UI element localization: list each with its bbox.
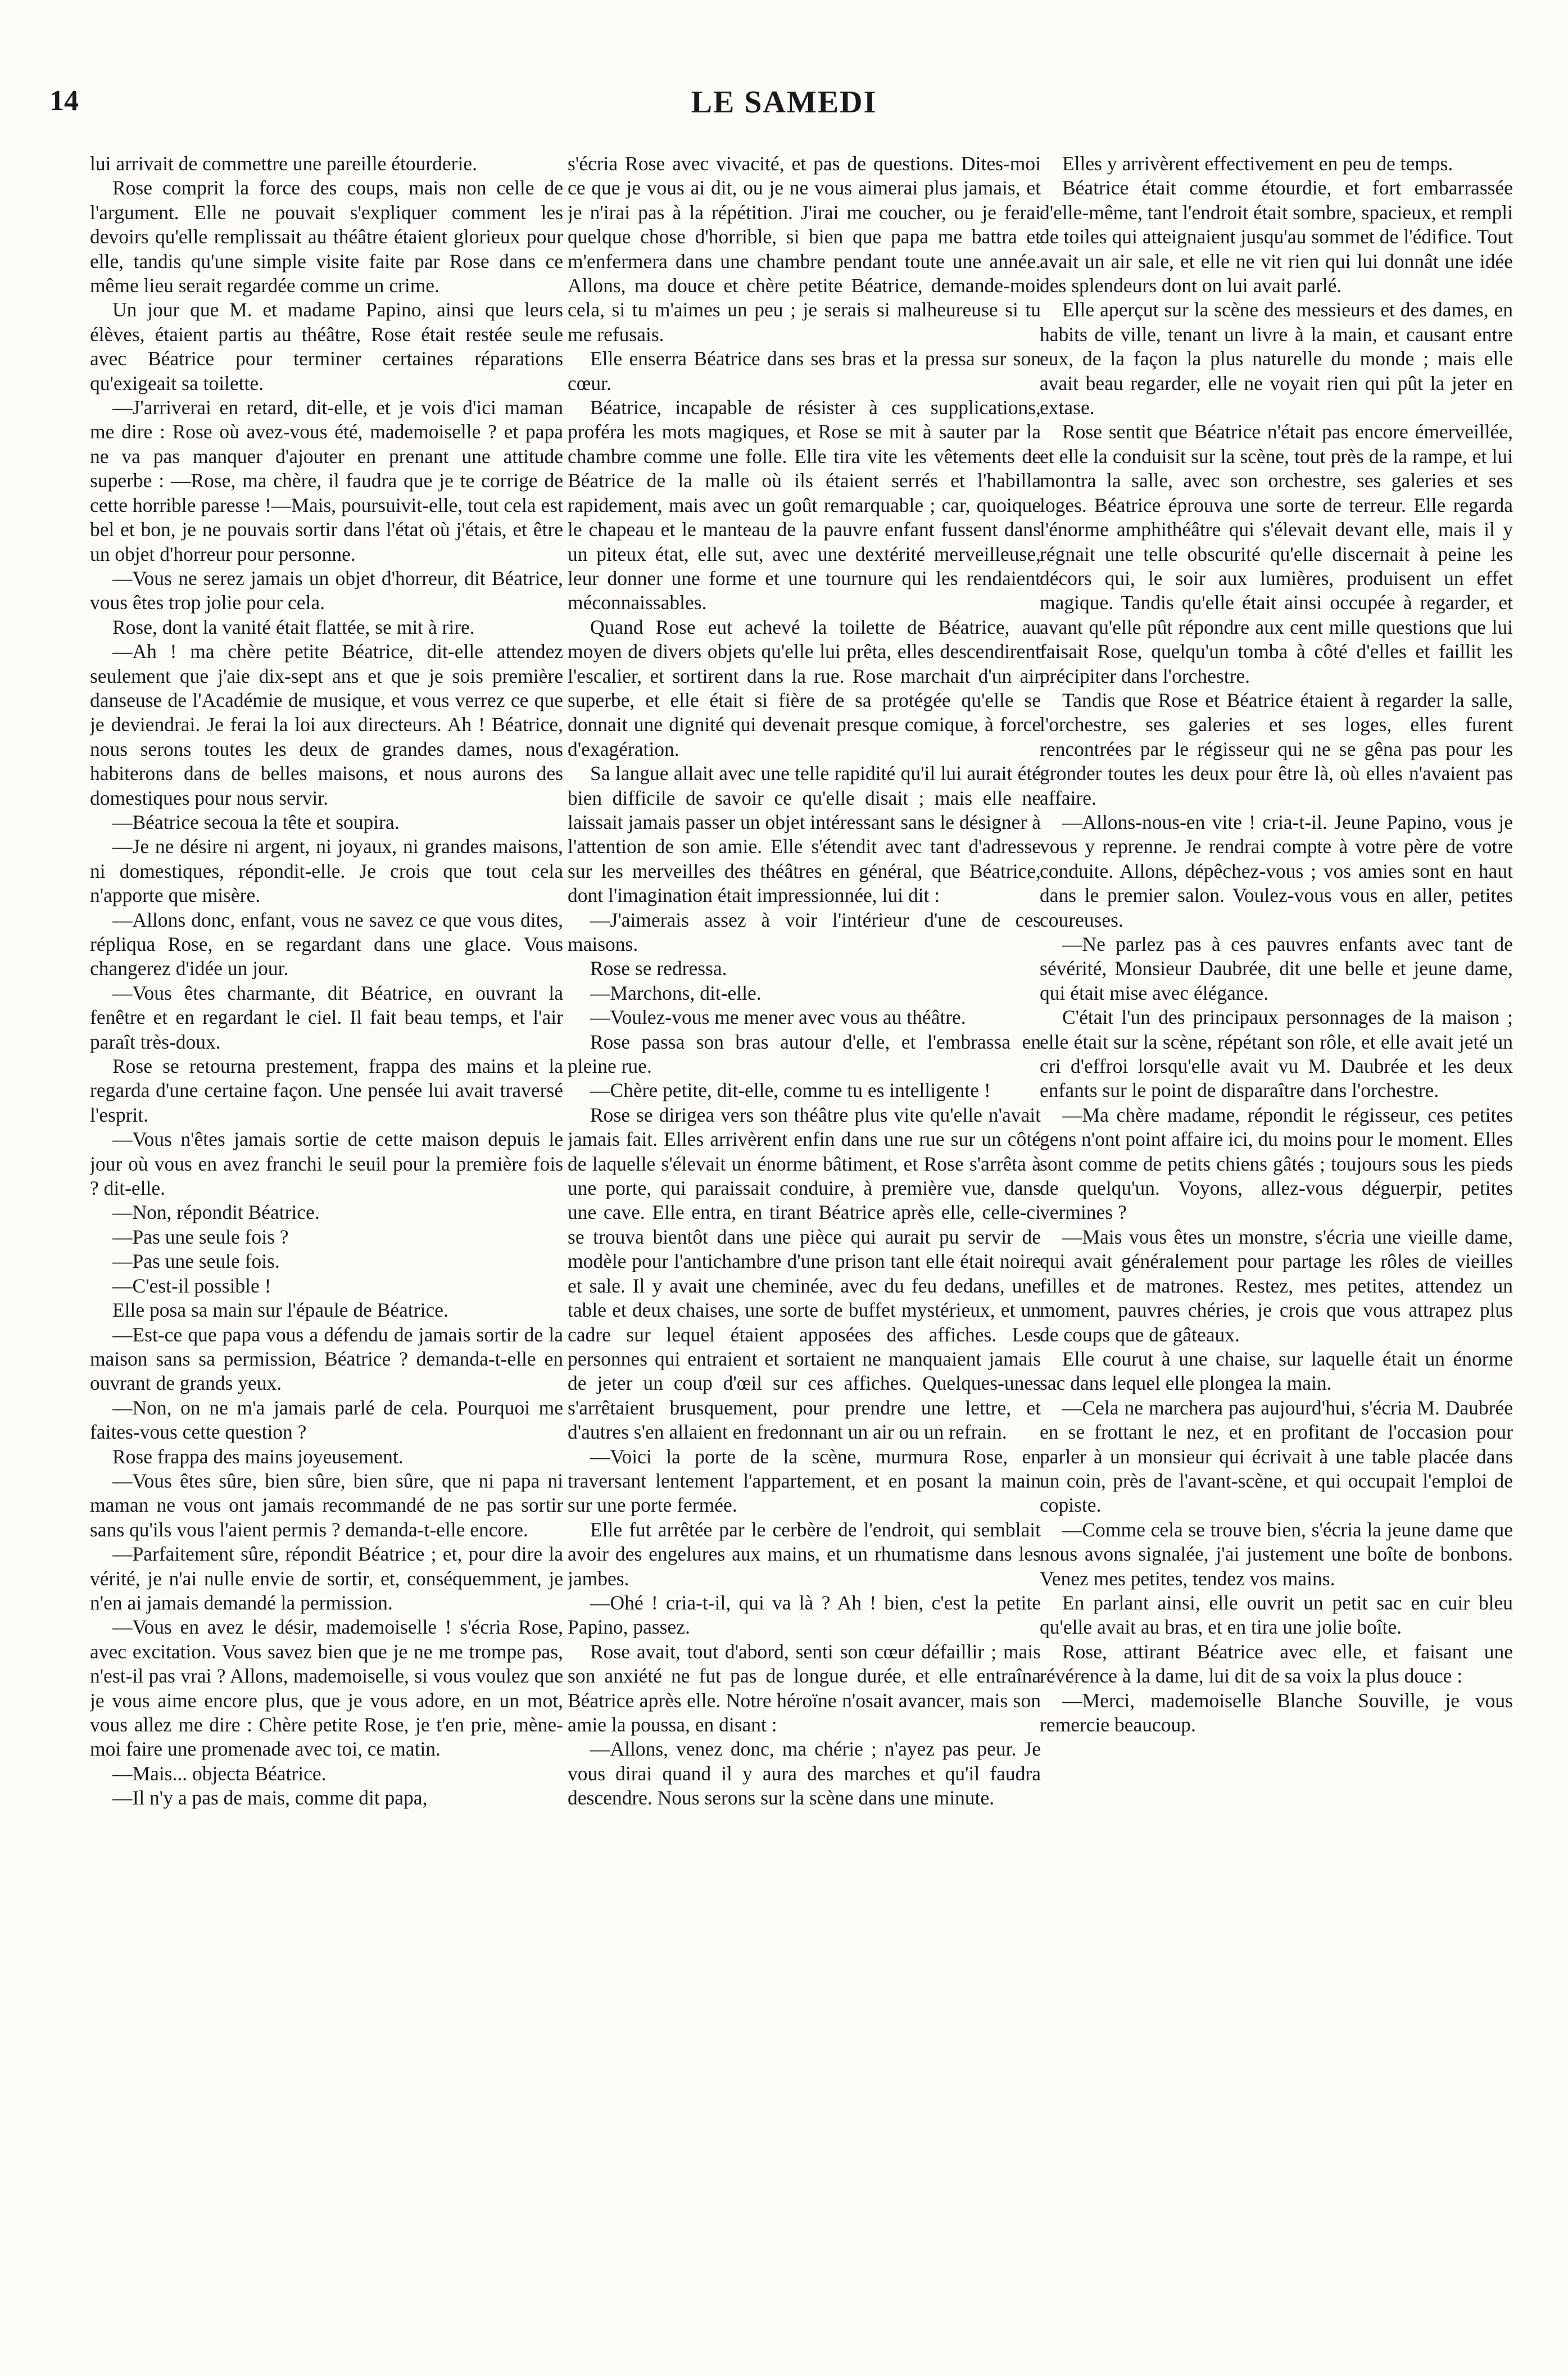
paragraph: —Mais... objecta Béatrice. [112,1762,327,1785]
paragraph: Rose comprit la force des coups, mais non celle de l'argument. Elle ne pouvait s'expliquer comment les devoirs qu'elle remplissait au théâtre étaient glorieux pour elle, tandis qu'une simple visite faite par Rose dans ce même lieu serait regardée comme un crime. [90,176,563,297]
page-header [0,84,1568,129]
paragraph: Elle aperçut sur la scène des messieurs et des dames, en habits de ville, tenant un livre à la main, et causant entre eux, de la façon la plus naturelle du monde ; mais elle avait beau regarder, elle ne voyait rien qui pût la jeter en extase. [1040,298,1513,419]
paragraph: —Voulez-vous me mener avec vous au théâtre. [590,1006,966,1029]
paragraph: —Parfaitement sûre, répondit Béatrice ; et, pour dire la vérité, je n'ai nulle envie de sortir, et, conséquemment, je n'en ai jamais demandé la permission. [90,1543,563,1614]
paragraph: Rose frappa des mains joyeusement. [112,1445,404,1468]
paragraph: —Non, on ne m'a jamais parlé de cela. Pourquoi me faites-vous cette question ? [90,1396,563,1444]
paragraph: —Marchons, dit-elle. [590,981,762,1004]
paragraph: Rose avait, tout d'abord, senti son cœur défaillir ; mais son anxiété ne fut pas de longue durée, et elle entraîna Béatrice après elle. Notre héroïne n'osait avancer, mais son amie la poussa, en disant : [568,1640,1041,1736]
running-title: LE SAMEDI [691,85,877,120]
paragraph: C'était l'un des principaux personnages de la maison ; elle était sur la scène, répétant son rôle, et elle avait jeté un cri d'effroi lorsqu'elle avait vu M. Daubrée et les deux enfants sur le point de disparaître dans l'orchestre. [1040,1006,1513,1102]
paragraph: Rose se redressa. [590,957,727,980]
paragraph: —J'arriverai en retard, dit-elle, et je vois d'ici maman me dire : Rose où avez-vous été, mademoiselle ? et papa ne va pas manquer d'ajouter en prenant une attitude superbe : —Rose, ma chère, il faudra que je te corrige de cette horrible paresse !—Mais, poursuivit-elle, tout cela est bel et bon, je ne pouvais sortir dans l'état où j'étais, et être un objet d'horreur pour personne. [90,396,563,565]
text-column-3 [1040,152,1513,2332]
paragraph: Rose passa son bras autour d'elle, et l'embrassa en pleine rue. [568,1030,1041,1078]
paragraph: Rose, attirant Béatrice avec elle, et faisant une révérence à la dame, lui dit de sa voix la plus douce : [1040,1640,1513,1688]
paragraph: Elle enserra Béatrice dans ses bras et la pressa sur son cœur. [568,347,1041,395]
paragraph: —Voici la porte de la scène, murmura Rose, en traversant lentement l'appartement, et en posant la main sur une porte fermée. [568,1445,1041,1517]
paragraph: Tandis que Rose et Béatrice étaient à regarder la salle, l'orchestre, ses galeries et ses loges, elles furent rencontrées par le régisseur qui ne se gêna pas pour les gronder toutes les deux pour être là, où elles n'avaient pas affaire. [1040,688,1513,809]
paragraph: —Non, répondit Béatrice. [112,1201,320,1224]
paragraph: —Allons donc, enfant, vous ne savez ce que vous dites, répliqua Rose, en se regardant dans une glace. Vous changerez d'idée un jour. [90,908,563,980]
paragraph: Sa langue allait avec une telle rapidité qu'il lui aurait été bien difficile de savoir ce qu'elle disait ; mais elle ne laissait jamais passer un objet intéressant sans le désigner à l'attention de son amie. Elle s'étendit avec tant d'adresse sur les merveilles des théâtres en général, que Béatrice, dont l'imagination était impressionnée, lui dit : [568,762,1041,907]
paragraph: —Chère petite, dit-elle, comme tu es intelligente ! [590,1079,991,1102]
paragraph: —Ohé ! cria-t-il, qui va là ? Ah ! bien, c'est la petite Papino, passez. [568,1591,1041,1639]
paragraph: En parlant ainsi, elle ouvrit un petit sac en cuir bleu qu'elle avait au bras, et en tira une jolie boîte. [1040,1591,1513,1639]
paragraph: —Vous n'êtes jamais sortie de cette maison depuis le jour où vous en avez franchi le seuil pour la première fois ? dit-elle. [90,1128,563,1200]
paragraph: —Il n'y a pas de mais, comme dit papa, [112,1786,428,1810]
paragraph: Béatrice, incapable de résister à ces supplications, proféra les mots magiques, et Rose se mit à sauter par la chambre comme une folle. Elle tira vite les vêtements de Béatrice de la malle où ils étaient serrés et l'habilla rapidement, mais avec un goût remarquable ; car, quoique le chapeau et le manteau de la pauvre enfant fussent dans un piteux état, elle sut, avec une dextérité merveilleuse, leur donner une forme et une tournure qui les rendaient méconnaissables. [568,396,1041,614]
paragraph: Quand Rose eut achevé la toilette de Béatrice, au moyen de divers objets qu'elle lui prêta, elles descendirent l'escalier, et sortirent dans la rue. Rose marchait d'un air superbe, et elle était si fière de sa protégée qu'elle se donnait une dignité qui devenait presque comique, à force d'exagération. [568,615,1041,760]
paragraph: —Vous êtes charmante, dit Béatrice, en ouvrant la fenêtre et en regardant le ciel. Il fait beau temps, et l'air paraît très-doux. [90,981,563,1053]
page-number: 14 [49,85,79,117]
paragraph: Rose, dont la vanité était flattée, se mit à rire. [112,615,475,638]
paragraph: Rose sentit que Béatrice n'était pas encore émerveillée, et elle la conduisit sur la scène, tout près de la rampe, et lui montra la salle, avec son orchestre, ses galeries et ses loges. Béatrice éprouva une sorte de terreur. Elle regarda l'énorme amphithéâtre qui s'élevait devant elle, mais il y régnait une telle obscurité qu'elle discernait à peine les décors qui, le soir aux lumières, produisent un effet magique. Tandis qu'elle était ainsi occupée à regarder, et avant qu'elle pût répondre aux cent mille questions que lui faisait Rose, quelqu'un tomba à côté d'elles et faillit les précipiter dans l'orchestre. [1040,420,1513,687]
paragraph: —Je ne désire ni argent, ni joyaux, ni grandes maisons, ni domestiques, répondit-elle. Je crois que tout cela n'apporte que misère. [90,835,563,907]
paragraph: —Allons-nous-en vite ! cria-t-il. Jeune Papino, vous je vous y reprenne. Je rendrai compte à votre père de votre conduite. Allons, dépêchez-vous ; vos amies sont en haut dans le premier salon. Voulez-vous vous en aller, petites coureuses. [1040,810,1513,931]
paragraph: Béatrice était comme étourdie, et fort embarrassée d'elle-même, tant l'endroit était sombre, spacieux, et rempli de toiles qui atteignaient jusqu'au sommet de l'édifice. Tout avait un air sale, et elle ne vit rien qui lui donnât une idée des splendeurs dont on lui avait parlé. [1040,176,1513,297]
paragraph: —Ah ! ma chère petite Béatrice, dit-elle attendez seulement que j'aie dix-sept ans et que je sois première danseuse de l'Académie de musique, et vous verrez ce que je deviendrai. Je ferai la loi aux directeurs. Ah ! Béatrice, nous serons toutes les deux de grandes dames, nous habiterons dans de belles maisons, et nous aurons des domestiques pour nous servir. [90,640,563,809]
paragraph: Rose se retourna prestement, frappa des mains et la regarda d'une certaine façon. Une pensée lui avait traversé l'esprit. [90,1055,563,1126]
paragraph: —Cela ne marchera pas aujourd'hui, s'écria M. Daubrée en se frottant le nez, et en profitant de l'occasion pour parler à un monsieur qui écrivait à une table placée dans un coin, près de l'avant-scène, et qui occupait l'emploi de copiste. [1040,1396,1513,1517]
paragraph: Elle fut arrêtée par le cerbère de l'endroit, qui semblait avoir des engelures aux mains, et un rhumatisme dans les jambes. [568,1518,1041,1590]
text-column-1 [90,152,563,2332]
paragraph: —Ne parlez pas à ces pauvres enfants avec tant de sévérité, Monsieur Daubrée, dit une belle et jeune dame, qui était mise avec élégance. [1040,933,1513,1004]
paragraph: —Vous êtes sûre, bien sûre, bien sûre, que ni papa ni maman ne vous ont jamais recommandé de ne pas sortir sans qu'ils vous l'aient permis ? demanda-t-elle encore. [90,1469,563,1541]
paragraph: —Ma chère madame, répondit le régisseur, ces petites gens n'ont point affaire ici, du moins pour le moment. Elles sont comme de petits chiens gâtés ; toujours sous les pieds de quelqu'un. Voyons, allez-vous déguerpir, petites vermines ? [1040,1103,1513,1224]
paragraph: Elles y arrivèrent effectivement en peu de temps. [1062,152,1453,175]
paragraph: —Pas une seule fois ? [112,1225,289,1248]
paragraph: Elle courut à une chaise, sur laquelle était un énorme sac dans lequel elle plongea la main. [1040,1347,1513,1395]
text-column-2 [568,152,1041,2332]
paragraph: —Pas une seule fois. [112,1250,280,1273]
paragraph: lui arrivait de commettre une pareille étourderie. [90,152,477,175]
paragraph: —C'est-il possible ! [112,1274,271,1297]
paragraph: —Béatrice secoua la tête et soupira. [112,810,400,833]
paragraph: —Merci, mademoiselle Blanche Souville, je vous remercie beaucoup. [1040,1689,1513,1736]
paragraph: —Vous en avez le désir, mademoiselle ! s'écria Rose, avec excitation. Vous savez bien que je ne me trompe pas, n'est-il pas vrai ? Allons, mademoiselle, si vous voulez que je vous aime encore plus, que je vous adore, en un mot, vous allez me dire : Chère petite Rose, je t'en prie, mène-moi faire une promenade avec toi, ce matin. [90,1616,563,1761]
paragraph: —Allons, venez donc, ma chérie ; n'ayez pas peur. Je vous dirai quand il y aura des marches et qu'il faudra descendre. Nous serons sur la scène dans une minute. [568,1738,1041,1810]
paragraph: Rose se dirigea vers son théâtre plus vite qu'elle n'avait jamais fait. Elles arrivèrent enfin dans une rue sur un côté de laquelle s'élevait un énorme bâtiment, et Rose s'arrêta à une porte, qui paraissait conduire, à première vue, dans une cave. Elle entra, en tirant Béatrice après elle, celle-ci se trouva bientôt dans une pièce qui aurait pu servir de modèle pour l'antichambre d'une prison tant elle était noire et sale. Il y avait une cheminée, avec du feu dedans, une table et deux chaises, une sorte de buffet mystérieux, et un cadre sur lequel étaient apposées des affiches. Les personnes qui entraient et sortaient ne manquaient jamais de jeter un coup d'œil sur ces affiches. Quelques-unes s'arrêtaient brusquement, pour prendre une lettre, et d'autres s'en allaient en fredonnant un air ou un refrain. [568,1103,1041,1444]
paragraph: s'écria Rose avec vivacité, et pas de questions. Dites-moi ce que je vous ai dit, ou je ne vous aimerai plus jamais, et je n'irai pas à la répétition. J'irai me coucher, ou je ferai quelque chose d'horrible, si bien que papa me battra et m'enfermera dans une chambre pendant toute une année. Allons, ma douce et chère petite Béatrice, demande-moi cela, si tu m'aimes un peu ; je serais si malheureuse si tu me refusais. [568,152,1041,346]
paragraph: —Comme cela se trouve bien, s'écria la jeune dame que nous avons signalée, j'ai justement une boîte de bonbons. Venez mes petites, tendez vos mains. [1040,1518,1513,1590]
paragraph: —J'aimerais assez à voir l'intérieur d'une de ces maisons. [568,908,1041,955]
paragraph: —Mais vous êtes un monstre, s'écria une vieille dame, qui avait généralement pour partage les rôles de vieilles filles et de matrones. Restez, mes petites, attendez un moment, pauvres chéries, je crois que vous attrapez plus de coups que de gâteaux. [1040,1225,1513,1346]
paragraph: —Vous ne serez jamais un objet d'horreur, dit Béatrice, vous êtes trop jolie pour cela. [90,566,563,614]
paragraph: Elle posa sa main sur l'épaule de Béatrice. [112,1299,448,1322]
paragraph: Un jour que M. et madame Papino, ainsi que leurs élèves, étaient partis au théâtre, Rose était restée seule avec Béatrice pour terminer certaines réparations qu'exigeait sa toilette. [90,298,563,395]
paragraph: —Est-ce que papa vous a défendu de jamais sortir de la maison sans sa permission, Béatrice ? demanda-t-elle en ouvrant de grands yeux. [90,1323,563,1395]
